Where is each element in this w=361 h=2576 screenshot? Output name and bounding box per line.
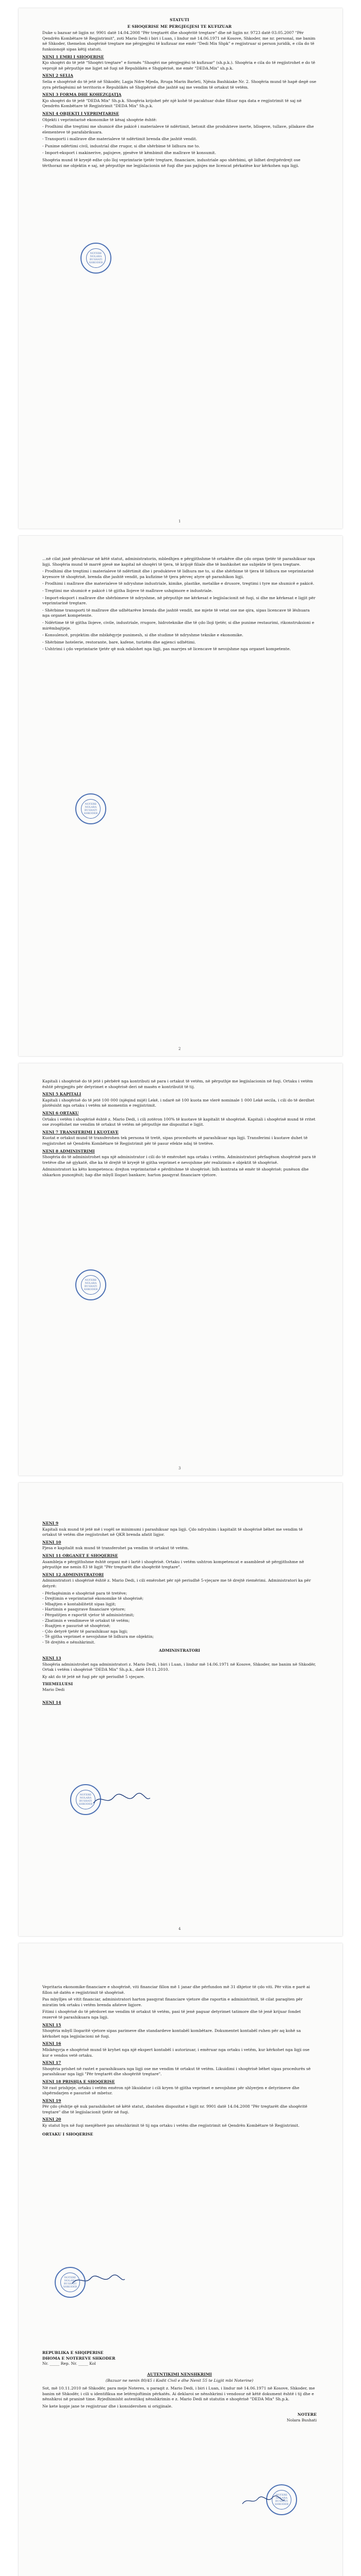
official-stamp (75, 1269, 106, 1300)
cert-header-republic: REPUBLIKA E SHQIPERISE (42, 2350, 104, 2355)
neni-3 (42, 92, 317, 109)
page-1 (19, 8, 342, 529)
neni-6-heading: NENI 6 ORTAKU (42, 1110, 79, 1115)
page-2-paragraph: - Ushtrimi i çdo veprimtarie tjetër që nuk ndalohet nga ligji, pas marrjes së licencave të nevojshme nga organet kompetente. (42, 647, 291, 652)
admin-duty: - Përgatitjen e raportit vjetor të administrimit; (42, 1612, 135, 1617)
admin-duty: - Çdo detyrë tjetër të parashikuar nga ligji; (42, 1629, 128, 1634)
page-number: 2 (178, 1047, 181, 1051)
neni-7-text: Kuotat e ortakut mund të transferohen tek persona të tretë, sipas procedurës së parashikuar nga ligji. Transferimi i kuotave duhet të regjistrohet në Qendrën Kombëtare të Regjistrimit për të pasur efekte ndaj të tretëve. (42, 1136, 308, 1146)
stamp-text: NOTERE NOLARA BUSHATI SHKODER (84, 803, 98, 815)
neni-9-text: Kapitali nuk mund të jetë më i vogël se minimumi i parashikuar nga ligji. Çdo ndryshim i kapitalit të shoqërisë bëhet me vendim të ortakut të vetëm dhe regjistrohet në QKR brenda afatit ligjor. (42, 1527, 303, 1537)
page-3-content (42, 1079, 317, 1180)
signature-scribble (240, 2495, 287, 2507)
neni-16-text: Mbikëqyrja e shoqërisë mund të kryhet nga një ekspert kontabël i autorizuar, i emëruar nga ortaku i vetëm, kur kërkohet nga ligji ose kur e vendos vetë ortaku. (42, 2047, 309, 2058)
stamp-text: NOTERE NOLARA BUSHATI SHKODER (84, 1279, 98, 1291)
cert-number: Nr. _____ Rep. Nr. _____ Kol (42, 2361, 96, 2366)
notary-name: Nolara Bushati (286, 2417, 317, 2422)
official-stamp (80, 243, 111, 274)
page-2-paragraph: - Tregtimi me shumicë e pakicë i të gjitha llojeve të mallrave ushqimore e industriale. (42, 588, 213, 593)
objekti-item: - Transporti i mallrave dhe materialeve të ndërtimit brenda dhe jashtë vendit. (42, 137, 198, 142)
page-number: 1 (178, 519, 181, 523)
page-5 (19, 1943, 342, 2576)
neni-12-heading: NENI 12 ADMINISTRATORI (42, 1572, 104, 1577)
cert-title: AUTENTIKIMI NENSHKRIMI (147, 2371, 212, 2377)
page-2-paragraph: - Import-eksport i mallrave dhe shërbimeve të ndryshme, në përputhje me kërkesat e legjislacionit në fuqi, si dhe me kërkesat e ligjit për veprimtarinë tregtare. (42, 595, 316, 606)
objekti-rest: Shoqëria mund të kryejë edhe çdo lloj veprimtarie tjetër tregtare, financiare, industriale apo shërbimi, që lidhet drejtpërdrejt ose tërthorazi me objektin e saj, në përputhje me legjislacionin në fuqi dhe pas pajisjes me licencat përkatëse kur kërkohen nga ligji. (42, 158, 301, 168)
neni-16-heading: NENI 16 (42, 2041, 61, 2046)
neni-14-heading: NENI 14 (42, 1700, 61, 1705)
neni-9-heading: NENI 9 (42, 1521, 59, 1526)
neni-7-heading: NENI 7 TRANSFERIMI I KUOTAVE (42, 1129, 119, 1134)
admin-duty: - Hartimin e pasqyrave financiare vjetore; (42, 1607, 126, 1612)
official-stamp (55, 2267, 86, 2298)
stamp-inner (81, 799, 101, 819)
neni-18-text: Në rast prishjeje, ortaku i vetëm emëron një likuidator i cili kryen të gjitha veprimet e nevojshme për shlyerjen e detyrimeve dhe shpërndarjen e pasurisë së mbetur. (42, 2085, 300, 2096)
neni-18-heading: NENI 18 PRISHJA E SHOQERISE (42, 2079, 115, 2084)
neni-11-heading: NENI 11 ORGANET E SHOQERISE (42, 1553, 118, 1558)
cert-law: (Bazuar ne nenin 80/45 i Kodit Civil e dhe Nenit 55 te Ligjit mbi Noterine) (105, 2378, 254, 2383)
neni-1 (42, 55, 317, 72)
neni-20-text: Ky statut hyn në fuqi menjëherë pas nënshkrimit të tij nga ortaku i vetëm dhe regjistrimit në Qendrën Kombëtare të Regjistrimit. (42, 2123, 300, 2128)
intro-paragraph: Duke u bazuar në ligjin nr. 9901 datë 14.04.2008 "Për tregtarët dhe shoqëritë tregtare" dhe në ligjin nr. 9723 datë 03.05.2007 "Për Qendrën Kombëtare të Regjistrimit", zoti Mario Dedi i biri i Luan, i lindur më 14.06.1971 në Kosove, Shkoder, me nr. personal, me banim në Shkoder, themelon shoqërinë tregtare me përgjegjësi të kufizuar me emër "Dedi Mix Shpk" e regjistruar si person juridik, e cila do të funksionojë sipas këtij statuti. (42, 30, 316, 52)
neni-4 (42, 111, 317, 168)
official-stamp (75, 793, 106, 824)
notary-signature (240, 2495, 287, 2507)
neni-17-text: Shoqëria prishet në rastet e parashikuara nga ligji ose me vendim të ortakut të vetëm. Likuidimi i shoqërisë bëhet sipas procedurës së parashikuar nga ligji "Për tregtarët dhe shoqëritë tregtare". (42, 2066, 311, 2077)
stamp-text: NOTERE NOLARA BUSHATI SHKODER (274, 2494, 289, 2506)
page-5-paragraph: Fitimi i shoqërisë do të përdoret me vendim të ortakut të vetëm, pasi të jenë paguar detyrimet tatimore dhe të jenë krijuar fondet rezervë të parashikuara nga ligji. (42, 2009, 301, 2020)
neni-2-text: Selia e shoqërisë do të jetë në Shkodër, Lagja Ndre Mjeda, Rruga Marin Barleti, Njësia Bashkiake Nr. 2. Shoqëria mund të hapë degë ose zyra përfaqësimi në territorin e Republikës së Shqipërisë dhe jashtë saj me vendim të ortakut të vetëm. (42, 79, 317, 90)
admin-duty: - Të drejtën e nënshkrimit. (42, 1639, 95, 1645)
neni-10-text: Pjesa e kapitalit nuk mund të transferohet pa vendim të ortakut të vetëm. (42, 1546, 189, 1551)
stamp-inner (76, 1790, 95, 1809)
page-2-paragraph: - Prodhimi dhe tregtimi i materialeve të ndërtimit dhe i produkteve të lidhura me to, si dhe shërbime të tjera të lidhura me veprimtarinë kryesore të shoqërisë, brenda dhe jashtë vendit, pa kufizime të tjera përveç atyre që parashikon ligji. (42, 569, 314, 579)
admin-duty: - Ruajtjen e pasurisë së shoqërisë; (42, 1623, 111, 1629)
neni-13-heading: NENI 13 (42, 1656, 61, 1661)
notary-certificate (42, 2350, 317, 2424)
notary-label: NOTERE (297, 2412, 317, 2417)
neni-12-text: Administratori i shoqërisë është z. Mario Dedi, i cili emërohet për një periudhë 5-vjeçare me të drejtë riemërimi. Administratori ka për detyrë: (42, 1578, 311, 1588)
neni-19-text: Për çdo çështje që nuk parashikohet në këtë statut, zbatohen dispozitat e ligjit nr. 9901 datë 14.04.2008 "Për tregtarët dhe shoqëritë tregtare" dhe të legjislacionit tjetër në fuqi. (42, 2104, 307, 2114)
page-5-paragraph: Pas mbylljes së vitit financiar, administratori harton pasqyrat financiare vjetore dhe raportin e administrimit, të cilat paraqiten për miratim tek ortaku i vetëm brenda afateve ligjore. (42, 1997, 303, 2007)
admin-duty: - Zbatimin e vendimeve të ortakut të vetëm; (42, 1618, 130, 1623)
page-2 (19, 536, 342, 1056)
admin-duty: - Drejtimin e veprimtarisë ekonomike të shoqërisë; (42, 1596, 144, 1601)
neni-3-heading: NENI 3 FORMA DHE KOHEZGJATJA (42, 92, 122, 97)
neni-1-text: Kjo shoqëri do të jetë "Shoqëri tregtare" e formës "Shoqëri me përgjegjësi të kufizuar" (sh.p.k.). Shoqëria e cila do të regjistrohet e do të veprojë në përputhje me ligjet në fuqi në Republikën e Shqipërisë, me emër "DEDA.Mix" sh.p.k. (42, 60, 316, 71)
page-2-paragraph: - Ndërtime të të gjitha llojeve, civile, industriale, rrugore, hidroteknike dhe të çdo lloji tjetër, si dhe punime restaurimi, rikonstruksioni e mirëmbajtjeje. (42, 620, 315, 631)
neni-8-text: Shoqëria do të administrohet nga një administrator i cili do të emërohet nga ortaku i vetëm. Administratori përfaqëson shoqërinë para të tretëve dhe në gjykatë, dhe ka të drejtë të kryejë të gjitha veprimet e nevojshme për realizimin e objektit të shoqërisë. (42, 1155, 316, 1165)
page-3-paragraph: Administratori ka këto kompetenca: drejton veprimtarinë e përditshme të shoqërisë; lidh kontrata në emër të shoqërisë; punëson dhe shkarkon punonjësit; hap dhe mbyll llogari bankare; harton pasqyrat financiare vjetore. (42, 1167, 309, 1177)
page-3 (19, 1063, 342, 1476)
page-5-content (42, 1985, 317, 2137)
page-2-paragraph: - Konsulencë, projektim dhe mbikëqyrje punimesh, si dhe studime të ndryshme teknike e ekonomike. (42, 633, 243, 638)
page-number: 3 (178, 1466, 181, 1470)
neni-2-heading: NENI 2 SELIA (42, 73, 73, 78)
neni-13-text: Shoqëria administrohet nga administratori z. Mario Dedi, i biri i Luan, i lindur më 14.06.1971 në Kosove, Shkoder, me banim në Shkodër, Ortak i vetëm i shoqërisë "DEDA Mix" Sh.p.k., datë 10.11.2010. (42, 1662, 316, 1672)
neni-2 (42, 73, 317, 90)
cert-text: Sot, më 10.11.2010 në Shkodër, para meje Noteres, u paraqit z. Mario Dedi, i biri i Luan, i lindur më 14.06.1971 në Kosove, Shkoder, me banim në Shkodër, i cili u identifikua me letërnjoftimin përkatës. Ai deklaroi se nënshkrimi i vendosur në këtë dokument është i tij dhe e nënshkroi në praninë time. Rrjedhimisht autentikoj nënshkrimin e z. Mario Dedi në statutin e shoqërisë "DEDA Mix" Sh.p.k. (42, 2385, 315, 2402)
neni-6-text: Ortaku i vetëm i shoqërisë është z. Mario Dedi, i cili zotëron 100% të kuotave të kapitalit të shoqërisë. Kapitali i shoqërisë mund të rritet ose zvogëlohet me vendim të ortakut të vetëm në përputhje me dispozitat e ligjit. (42, 1116, 316, 1127)
stamp-text: NOTERE NOLARA BUSHATI SHKODER (78, 1793, 93, 1806)
cert-header-chamber: DHOMA E NOTEREVE SHKODER (42, 2355, 116, 2361)
stamp-inner (60, 2273, 80, 2292)
neni-3-text: Kjo shoqëri do të jetë "DEDA Mix" Sh.p.k. Shoqëria krijohet për një kohë të pacaktuar duke filluar nga data e regjistrimit të saj në Qendrën Kombëtare të Regjistrimit "DEDA Mix" Sh.p.k. (42, 98, 302, 109)
page-4-content (42, 1519, 317, 1706)
admin-duty: - Përfaqësimin e shoqërisë para të tretëve; (42, 1590, 127, 1596)
neni-13-term: Ky akt do të jetë në fuqi për një periudhë 5 vjeçare. (42, 1674, 145, 1679)
page-2-paragraph: - Shërbime transporti të mallrave dhe udhëtarëve brenda dhe jashtë vendit, me mjete të vetat ose me qira, sipas licencave të lëshuara nga organet kompetente. (42, 607, 310, 618)
neni-10-heading: NENI 10 (42, 1539, 61, 1545)
admin-duty: - Të gjitha veprimet e nevojshme të lidhura me objektin; (42, 1634, 154, 1639)
objekti-item: - Prodhimi dhe tregtimi me shumicë dhe pakicë i materialeve të ndërtimit, betonit dhe produkteve inerte, blloqeve, tullave, pllakave dhe elementeve të parafabrikuara. (42, 124, 314, 134)
neni-19-heading: NENI 19 (42, 2098, 61, 2103)
founder-name: Mario Dedi (42, 1687, 65, 1692)
neni-5-heading: NENI 5 KAPITALI (42, 1092, 81, 1097)
neni-8-heading: NENI 8 ADMINISTRIMI (42, 1148, 95, 1154)
neni-15-text: Shoqëria mbyll llogaritë vjetore sipas parimeve dhe standardeve kontabël kombëtare. Dokumentet kontabël ruhen për aq kohë sa kërkohet nga legjislacioni në fuqi. (42, 2028, 301, 2039)
ortaku-label: ORTAKU I SHOQERISE (42, 2131, 93, 2137)
page-2-paragraph: - Shërbime hotelerie, restorante, bare, kafene, turizëm dhe agjenci udhëtimi. (42, 639, 196, 645)
founder-label: THEMELUESI (42, 1682, 73, 1687)
document-title: STATUTI (170, 18, 189, 22)
objekti-item: - Punime ndërtimi civil, industrial dhe rrugor, si dhe shërbime të lidhura me to. (42, 143, 200, 148)
neni-4-text: Objekti i veprimtarisë ekonomike të kësaj shoqërie është: (42, 117, 157, 122)
stamp-inner (86, 248, 106, 268)
document-subtitle: E SHOQERISE ME PERGJEGJESI TE KUFIZUAR (127, 24, 232, 29)
neni-11-text: Asambleja e përgjithshme është organi më i lartë i shoqërisë. Ortaku i vetëm ushtron kompetencat e asamblesë së përgjithshme në përputhje me nenin 83 të ligjit "Për tregtarët dhe shoqëritë tregtare". (42, 1559, 304, 1570)
page-number: 4 (178, 1927, 181, 1931)
page-2-paragraph: ...në cilat janë përshkruar në këtë statut, administratorin, mbledhjen e përgjithshme të ortakëve dhe çdo organ tjetër të parashikuar nga ligji. Shoqëria mund të marrë pjesë me kapital në shoqëri të tjera, të krijojë filiale dhe të bashkohet me subjekte të tjera tregtare. (42, 556, 315, 567)
stamp-text: NOTERE NOLARA BUSHATI SHKODER (89, 252, 103, 264)
neni-17-heading: NENI 17 (42, 2060, 61, 2065)
neni-20-heading: NENI 20 (42, 2117, 61, 2122)
neni-1-heading: NENI 1 EMRI I SHOQERISE (42, 54, 104, 59)
page-4 (19, 1483, 342, 1936)
page-5-paragraph: Vepritaria ekonomike-financiare e shoqërisë, viti financiar fillon më 1 janar dhe përfundon më 31 dhjetor të çdo viti. Për vitin e parë ai fillon në datën e regjistrimit të shoqërisë. (42, 1985, 310, 1995)
stamp-inner (81, 1275, 101, 1295)
neni-4-heading: NENI 4 OBJEKTI I VEPRIMTARISE (42, 111, 119, 116)
stamp-text: NOTERE NOLARA BUSHATI SHKODER (63, 2276, 77, 2289)
page-3-paragraph: Kapitali i shoqërisë do të jetë i përbërë nga kontributi në para i ortakut të vetëm, në përputhje me legjislacionin në fuqi. Ortaku i vetëm është përgjegjës për detyrimet e shoqërisë deri në masën e kontributit të tij. (42, 1079, 313, 1089)
cert-note: Ne kete kopje jane te regjistruar dhe i konsiderohen si origjinale. (42, 2403, 173, 2409)
page-1-content (42, 18, 317, 170)
official-stamp (70, 1784, 101, 1815)
administrator-label: ADMINISTRATORI (159, 1648, 200, 1653)
objekti-item: - Import-eksport i makinerive, pajisjeve, pjesëve të këmbimit dhe mallrave të konsumit. (42, 150, 217, 156)
page-2-content (42, 556, 317, 654)
page-2-paragraph: - Prodhimi i mallrave dhe materialeve të ndryshme industriale, kimike, plastike, metalike e drusore, tregtimi i tyre me shumicë e pakicë. (42, 581, 315, 586)
neni-5-text: Kapitali i shoqërisë do të jetë 100 000 (njëqind mijë) Lekë, i ndarë në 100 kuota me vlerë nominale 1 000 Lekë secila, i cili do të derdhet plotësisht nga ortaku i vetëm në momentin e regjistrimit. (42, 1097, 315, 1108)
admin-duty: - Mbajtjen e kontabilitetit sipas ligjit; (42, 1601, 117, 1606)
neni-15-heading: NENI 15 (42, 2022, 61, 2027)
